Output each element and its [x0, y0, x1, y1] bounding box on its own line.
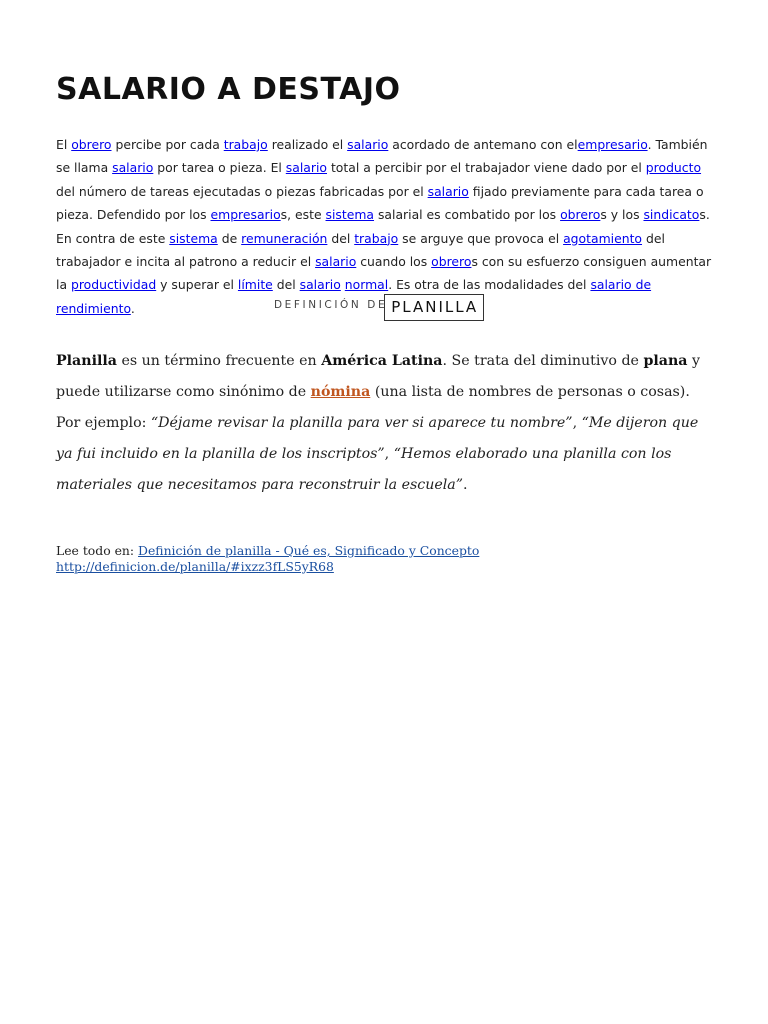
text: del [327, 230, 355, 246]
text: . Se trata del diminutivo de [442, 353, 644, 369]
term-planilla: Planilla [56, 353, 117, 369]
page-title: SALARIO A DESTAJO [56, 72, 401, 107]
text: del [272, 277, 300, 293]
text: . [463, 477, 468, 493]
link-nomina[interactable]: nómina [310, 384, 371, 400]
text: cuando los [356, 254, 432, 270]
text: y superar el [156, 277, 238, 293]
link-obrero[interactable]: obrero [71, 137, 112, 152]
term-america-latina: América Latina [321, 353, 443, 369]
text: por tarea o pieza. El [153, 160, 286, 176]
link-sistema[interactable]: sistema [169, 230, 218, 246]
text: , [384, 446, 394, 462]
text: s y los [600, 207, 644, 223]
text: , [572, 415, 582, 431]
link-obrero[interactable]: obrero [431, 254, 472, 270]
link-agotamiento[interactable]: agotamiento [563, 230, 643, 246]
text: s, este [280, 207, 326, 223]
link-salario[interactable]: salario [299, 277, 341, 293]
link-empresario[interactable]: empresario [210, 207, 281, 223]
link-limite[interactable]: límite [237, 277, 273, 293]
text: . También se llama [56, 137, 708, 176]
definition-word-box: PLANILLA [384, 294, 484, 321]
definition-paragraph [56, 346, 716, 501]
intro-paragraph [56, 133, 712, 320]
text: fijado previamente para cada tarea o pieza. Defendido por los [56, 183, 704, 223]
link-normal[interactable]: normal [344, 277, 389, 293]
source-attribution [56, 543, 716, 575]
text: realizado el [267, 137, 348, 152]
example-quote: “Hemos elaborado una planilla con los materiales que necesitamos para reconstruir la escuela” [56, 446, 672, 493]
link-trabajo[interactable]: trabajo [223, 137, 268, 152]
text: del número de tareas ejecutadas o piezas fabricadas por el [56, 183, 428, 199]
link-salario[interactable]: salario [427, 183, 469, 199]
definition-header [274, 294, 734, 321]
example-quote: “Déjame revisar la planilla para ver si aparece tu nombre” [150, 415, 573, 431]
text: salarial es combatido por los [374, 207, 561, 223]
link-empresario[interactable]: empresario [577, 137, 648, 152]
link-obrero[interactable]: obrero [560, 207, 601, 223]
definition-prefix: DEFINICIÓN DE [274, 299, 388, 311]
text: del trabajador e incita al patrono a reducir el [56, 230, 665, 270]
link-salario[interactable]: salario [347, 137, 389, 152]
text: es un término frecuente en [116, 353, 322, 369]
text: s. En contra de este [56, 207, 710, 246]
text: . Es otra de las modalidades del [388, 277, 591, 293]
link-productividad[interactable]: productividad [70, 277, 157, 293]
source-prefix: Lee todo en: [56, 543, 139, 558]
link-salario[interactable]: salario [315, 254, 357, 270]
text: de [217, 230, 242, 246]
source-link[interactable]: Definición de planilla - Qué es, Significado y Concepto [138, 543, 480, 558]
term-plana: plana [643, 353, 688, 369]
link-salario[interactable]: salario [285, 160, 327, 176]
text: (una lista de nombres de personas o cosas). Por ejemplo: [56, 384, 690, 431]
example-quote: “Me dijeron que ya fui incluido en la planilla de los inscriptos” [56, 415, 699, 462]
link-salario[interactable]: salario [112, 160, 154, 176]
link-remuneracion[interactable]: remuneración [241, 230, 328, 246]
text: s con su esfuerzo consiguen aumentar la [56, 254, 712, 293]
text: . [130, 300, 135, 316]
text: percibe por cada [111, 137, 224, 152]
source-url-link[interactable]: http://definicion.de/planilla/#ixzz3fLS5yR68 [56, 559, 334, 574]
link-producto[interactable]: producto [645, 160, 702, 176]
link-sistema[interactable]: sistema [325, 207, 375, 223]
text: acordado de antemano con el [388, 137, 578, 152]
link-sindicato[interactable]: sindicato [643, 207, 700, 223]
text: y puede utilizarse como sinónimo de [56, 353, 701, 400]
link-trabajo[interactable]: trabajo [354, 230, 399, 246]
text: El [56, 137, 72, 152]
text: total a percibir por el trabajador viene dado por el [327, 160, 646, 176]
text: se arguye que provoca el [398, 230, 564, 246]
link-salario-de-rendimiento[interactable]: salario de rendimiento [56, 277, 652, 316]
